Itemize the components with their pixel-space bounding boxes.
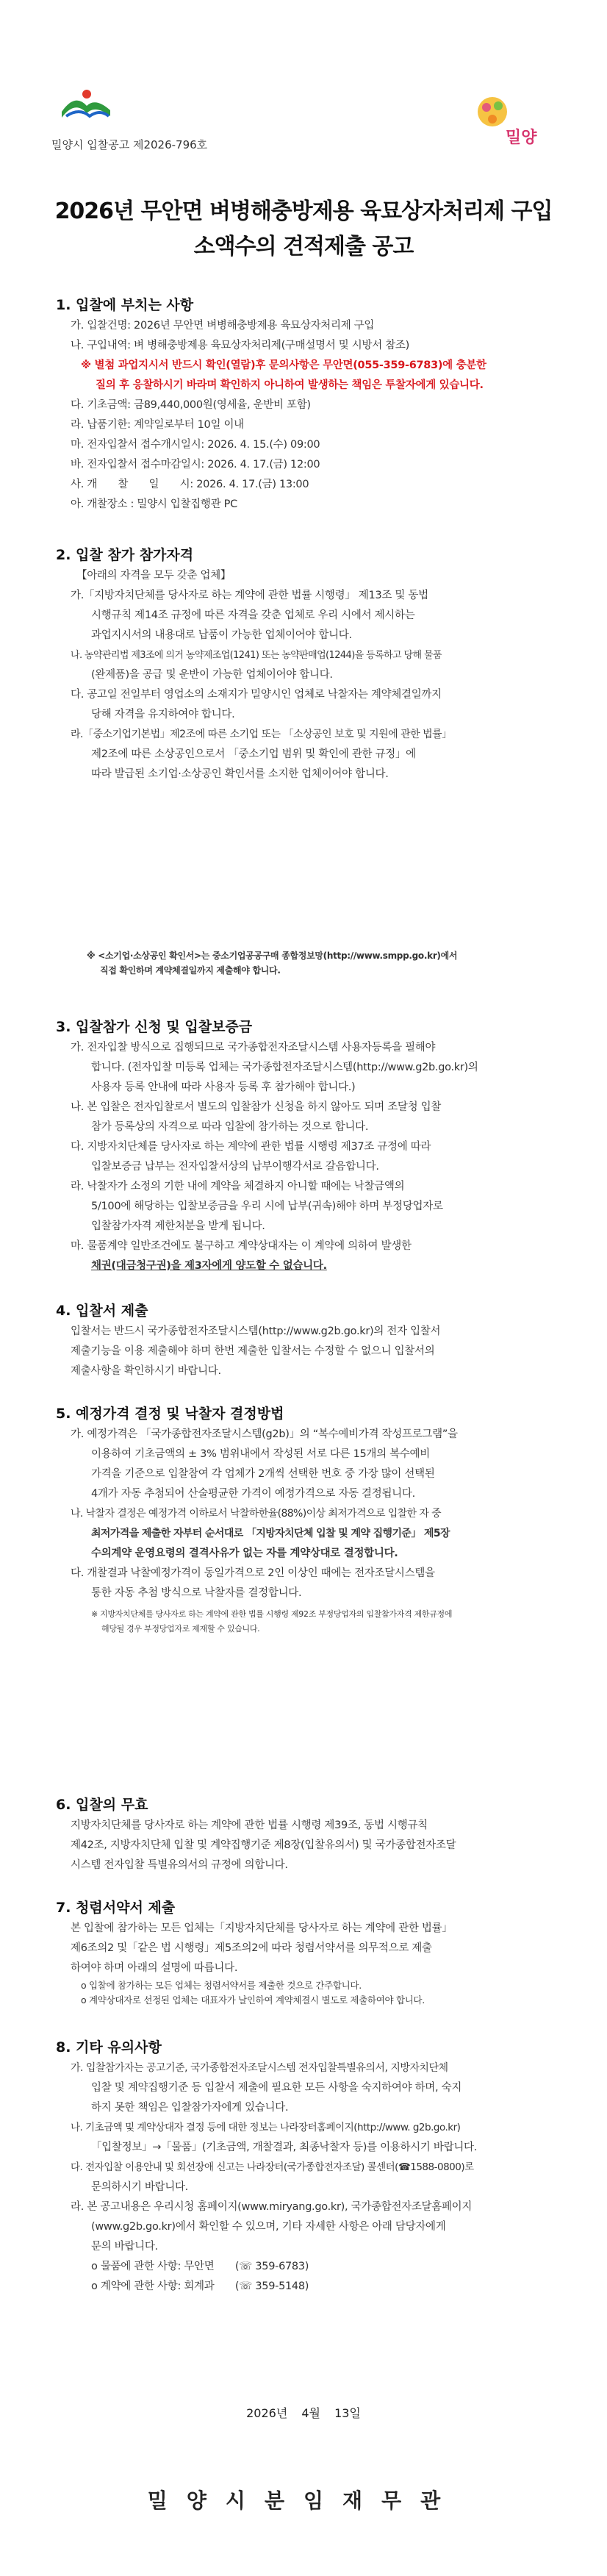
s1-item: 다. 기초금액: 금89,440,000원(영세율, 운반비 포함) (71, 399, 311, 411)
s1-item: 바. 전자입찰서 접수마감일시: 2026. 4. 17.(금) 12:00 (71, 459, 320, 471)
section-2-footnote (87, 948, 572, 978)
s2-item: 라.「중소기업기본법」제2조에 따른 소기업 또는 「소상공인 보호 및 지원에 관한 법률」 (71, 729, 452, 740)
section-8-body (71, 2058, 578, 2297)
s2-item: 당해 자격을 유지하여야 합니다. (91, 709, 235, 720)
s5-item: 나. 낙찰자 결정은 예정가격 이하로서 낙찰하한율(88%)이상 최저가격으로 입찰한 자 중 (71, 1508, 442, 1520)
section-6-body (71, 1816, 578, 1875)
s8-item: 문의 바랍니다. (91, 2241, 158, 2253)
s2-item: 과업지시서의 내용대로 납품이 가능한 업체이어야 합니다. (91, 629, 352, 641)
s4-item: 제출기능을 이용 제출해야 하며 한번 제출한 입찰서는 수정할 수 없으니 입찰서의 (71, 1345, 435, 1357)
s2-item: 따라 발급된 소기업·소상공인 확인서를 소지한 업체이어야 합니다. (91, 768, 389, 780)
s1-warning: 질의 후 응찰하시기 바라며 확인하지 아니하여 발생하는 책임은 투찰자에게 있습니다. (96, 379, 484, 391)
s3-item: 다. 지방자치단체를 당사자로 하는 계약에 관한 법률 시행령 제37조 규정에 따라 (71, 1141, 431, 1153)
s2-footnote-line: 직접 확인하며 계약체결일까지 제출해야 합니다. (100, 965, 281, 976)
section-4-heading: 4. 입찰서 제출 (56, 1303, 148, 1319)
section-5-heading: 5. 예정가격 결정 및 낙찰자 결정방법 (56, 1406, 284, 1422)
notice-number: 밀양시 입찰공고 제2026-796호 (51, 138, 208, 151)
s8-item: 하지 못한 책임은 입찰참가자에게 있습니다. (91, 2102, 289, 2114)
s5-item: 통한 자동 추첨 방식으로 낙찰자를 결정합니다. (91, 1587, 302, 1599)
s8-item: 나. 기초금액 및 계약상대자 결정 등에 대한 정보는 나라장터홈페이지(http://www. g2b.go.kr) (71, 2122, 461, 2133)
section-7-heading: 7. 청렴서약서 제출 (56, 1900, 176, 1916)
s1-item: 라. 납품기한: 계약일로부터 10일 이내 (71, 419, 244, 431)
s1-item: 사. 개 찰 일 시: 2026. 4. 17.(금) 13:00 (71, 479, 309, 490)
s8-item: 다. 전자입찰 이용안내 및 회선장애 신고는 나라장터(국가종합전자조달) 콜센터(☎1588-0800)로 (71, 2161, 474, 2173)
notice-title-line1: 2026년 무안면 벼병해충방제용 육묘상자처리제 구입 (54, 198, 553, 224)
s8-contact: o 물품에 관한 사항: 무안면 (☏ 359-6783) (91, 2261, 309, 2272)
section-3-body (71, 1038, 578, 1276)
s2-item: 가.「지방자치단체를 당사자로 하는 계약에 관한 법률 시행령」 제13조 및 동법 (71, 590, 428, 601)
s3-item: 5/100에 해당하는 입찰보증금을 우리 시에 납부(귀속)해야 하며 부정당업자로 (91, 1201, 443, 1212)
s7-item: o 계약상대자로 선정된 업체는 대표자가 날인하여 계약체결시 별도로 제출하여야 합니다. (81, 1994, 425, 2006)
s8-item: (www.g2b.go.kr)에서 확인할 수 있으며, 기타 자세한 사항은 아래 담당자에게 (91, 2221, 446, 2233)
section-2-heading: 2. 입찰 참가 참가자격 (56, 547, 194, 563)
s3-item: 가. 전자입찰 방식으로 집행되므로 국가종합전자조달시스템 사용자등록을 필해야 (71, 1042, 436, 1053)
s5-footnote-line: ※ 지방자치단체를 당사자로 하는 계약에 관한 법률 시행령 제92조 부정당업자의 입찰참가자격 제한규정에 (91, 1609, 453, 1619)
s7-item: 제6조의2 및「같은 법 시행령」제5조의2에 따라 청렴서약서를 의무적으로 제출 (71, 1942, 432, 1954)
section-2-body (71, 566, 578, 784)
s6-item: 제42조, 지방자치단체 입찰 및 계약집행기준 제8장(입찰유의서) 및 국가종합전자조달 (71, 1839, 456, 1851)
s2-item: (완제품)을 공급 및 운반이 가능한 업체이어야 합니다. (91, 669, 333, 681)
section-1-heading: 1. 입찰에 부치는 사항 (56, 297, 194, 313)
s2-note: 【아래의 자격을 모두 갖춘 업체】 (76, 570, 231, 582)
s8-item: 입찰 및 계약집행기준 등 입찰서 제출에 필요한 모든 사항을 숙지하여야 하며, 숙지 (91, 2082, 462, 2094)
section-4-body (71, 1322, 578, 1381)
s5-item: 가격을 기준으로 입찰참여 각 업체가 2개씩 선택한 번호 중 가장 많이 선택된 (91, 1468, 435, 1480)
s2-item: 나. 농약관리법 제3조에 의거 농약제조업(1241) 또는 농약판매업(1244)을 등록하고 당해 물품 (71, 650, 442, 661)
s3-item-emphasis: 채권(대금청구권)을 제3자에게 양도할 수 없습니다. (91, 1260, 327, 1272)
s1-item: 가. 입찰건명: 2026년 무안면 벼병해충방제용 육묘상자처리제 구입 (71, 320, 375, 332)
section-1-body (71, 316, 570, 515)
s3-item: 마. 물품계약 일반조건에도 불구하고 계약상대자는 이 계약에 의하여 발생한 (71, 1240, 412, 1252)
s6-item: 지방자치단체를 당사자로 하는 계약에 관한 법률 시행령 제39조, 동법 시행규칙 (71, 1820, 428, 1831)
s1-item: 아. 개찰장소 : 밀양시 입찰집행관 PC (71, 498, 237, 510)
s8-item: 문의하시기 바랍니다. (91, 2181, 188, 2193)
s3-item: 사용자 등록 안내에 따라 사용자 등록 후 참가해야 합니다.) (91, 1081, 356, 1093)
s3-item: 입찰보증금 납부는 전자입찰서상의 납부이행각서로 갈음합니다. (91, 1161, 379, 1173)
s3-item: 입찰참가자격 제한처분을 받게 됩니다. (91, 1220, 265, 1232)
section-3-heading: 3. 입찰참가 신청 및 입찰보증금 (56, 1019, 253, 1035)
s3-item: 나. 본 입찰은 전자입찰로서 별도의 입찰참가 신청을 하지 않아도 되며 조달청 입찰 (71, 1101, 442, 1113)
notice-date: 2026년 4월 13일 (246, 2406, 361, 2420)
s1-item: 마. 전자입찰서 접수개시일시: 2026. 4. 15.(수) 09:00 (71, 439, 320, 451)
section-7-body (71, 1919, 578, 2008)
s8-contact: o 계약에 관한 사항: 회계과 (☏ 359-5148) (91, 2280, 309, 2292)
s2-footnote-line: ※ <소기업·소상공인 확인서>는 중소기업공공구매 종합정보망(http://www.smpp.go.kr)에서 (87, 951, 458, 961)
s8-item: 가. 입찰참가자는 공고기준, 국가종합전자조달시스템 전자입찰특별유의서, 지방자치단체 (71, 2062, 448, 2074)
s5-item: 가. 예정가격은 「국가종합전자조달시스템(g2b)」의 “복수예비가격 작성프로그램”을 (71, 1428, 458, 1440)
s3-item: 라. 낙찰자가 소정의 기한 내에 계약을 체결하지 아니할 때에는 낙찰금액의 (71, 1181, 405, 1192)
s8-item: 라. 본 공고내용은 우리시청 홈페이지(www.miryang.go.kr), 국가종합전자조달홈페이지 (71, 2201, 473, 2213)
s2-item: 제2조에 따른 소상공인으로서 「중소기업 범위 및 확인에 관한 규정」에 (91, 748, 416, 760)
s1-warning: ※ 별첨 과업지시서 반드시 확인(열람)후 문의사항은 무안면(055-359-6783)에 충분한 (81, 359, 486, 371)
s1-item: 나. 구입내역: 벼 병해충방제용 육묘상자처리제(구매설명서 및 시방서 참조) (71, 340, 409, 351)
s3-item: 참가 등록상의 자격으로 따라 입찰에 참가하는 것으로 합니다. (91, 1121, 369, 1133)
section-5-body (71, 1425, 578, 1603)
s2-item: 다. 공고일 전일부터 영업소의 소재지가 밀양시인 업체로 낙찰자는 계약체결일까지 (71, 689, 442, 701)
s4-item: 입찰서는 반드시 국가종합전자조달시스템(http://www.g2b.go.kr)의 전자 입찰서 (71, 1325, 441, 1337)
s5-item: 이용하여 기초금액의 ± 3% 범위내에서 작성된 서로 다른 15개의 복수예비 (91, 1448, 430, 1460)
s5-footnote-line: 해당될 경우 부정당업자로 제재할 수 있습니다. (101, 1624, 260, 1634)
s7-item: 본 입찰에 참가하는 모든 업체는「지방자치단체를 당사자로 하는 계약에 관한 법률」 (71, 1922, 453, 1934)
s8-item: 「입찰정보」→「물품」(기초금액, 개찰결과, 최종낙찰자 등)를 이용하시기 바랍니다. (91, 2142, 478, 2153)
section-6-heading: 6. 입찰의 무효 (56, 1797, 148, 1813)
s3-item: 합니다. (전자입찰 미등록 업체는 국가종합전자조달시스템(http://www.g2b.go.kr)의 (91, 1062, 478, 1073)
s7-item: o 입찰에 참가하는 모든 업체는 청렴서약서를 제출한 것으로 간주합니다. (81, 1980, 362, 1991)
s5-item: 수의계약 운영요령의 결격사유가 없는 자를 계약상대로 결정합니다. (91, 1548, 398, 1559)
brand-logo-text: 밀양 (506, 129, 537, 147)
s7-item: 하여야 하며 아래의 설명에 따릅니다. (71, 1962, 238, 1974)
s5-item: 다. 개찰결과 낙찰예정가격이 동일가격으로 2인 이상인 때에는 전자조달시스템을 (71, 1567, 435, 1579)
issuer-signature: 밀양시분임재무관 (147, 2489, 460, 2513)
s5-item: 4개가 자동 추첨되어 산술평균한 가격이 예정가격으로 자동 결정됩니다. (91, 1488, 415, 1500)
s2-item: 시행규칙 제14조 규정에 따른 자격을 갖춘 업체로 우리 시에서 제시하는 (91, 609, 415, 621)
section-8-heading: 8. 기타 유의사항 (56, 2039, 162, 2056)
s5-item: 최저가격을 제출한 자부터 순서대로 「지방자치단체 입찰 및 계약 집행기준」 제5장 (91, 1528, 450, 1539)
section-5-footnote (91, 1607, 576, 1636)
miryang-city-logo (57, 87, 115, 128)
s4-item: 제출사항을 확인하시기 바랍니다. (71, 1365, 221, 1377)
miryang-brand-logo (470, 90, 551, 151)
notice-title-line2: 소액수의 견적제출 공고 (193, 234, 414, 260)
s6-item: 시스템 전자입찰 특별유의서의 규정에 의합니다. (71, 1859, 288, 1871)
